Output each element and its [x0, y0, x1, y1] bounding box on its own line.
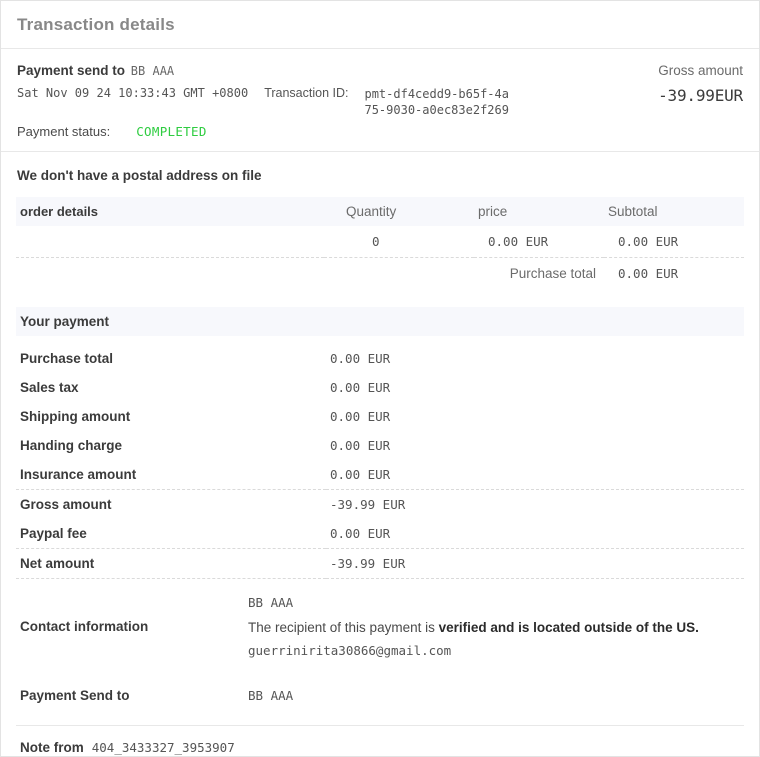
table-row — [16, 460, 744, 490]
table-row — [16, 490, 744, 520]
status-badge: COMPLETED — [136, 124, 207, 140]
table-row — [16, 431, 744, 460]
payment-send-to-summary — [17, 63, 743, 78]
recipient-verified-prefix: The recipient of this payment is — [248, 620, 439, 636]
payment-row-value: 0.00 EUR — [330, 409, 391, 425]
recipient-verified-text — [248, 620, 740, 635]
order-details-header-row — [16, 197, 744, 226]
gross-amount-block — [658, 63, 743, 105]
payee-name: BB AAA — [130, 64, 175, 78]
transaction-date: Sat Nov 09 24 10:33:43 GMT +0800 — [17, 86, 249, 100]
payment-send-to-row-label: Payment Send to — [20, 688, 130, 704]
payment-row-label: Purchase total — [20, 351, 114, 367]
payment-status-row — [17, 124, 743, 139]
payment-row-label: Insurance amount — [16, 460, 326, 490]
payment-row-label: Gross amount — [20, 497, 112, 513]
payment-row-label: Net amount — [16, 549, 326, 579]
section-divider — [16, 707, 744, 725]
payment-status-label: Payment status: — [17, 124, 111, 140]
payment-row-label: Shipping amount — [20, 409, 131, 425]
note-section — [1, 726, 759, 755]
contact-information-table — [16, 591, 744, 726]
column-header-price: price — [474, 197, 604, 226]
order-item-name — [16, 226, 324, 258]
table-row — [16, 549, 744, 579]
note-label: Note from — [20, 739, 84, 755]
spacer — [16, 662, 744, 684]
transaction-id-label: Transaction ID: — [264, 86, 349, 100]
payment-row-value: 0.00 EUR — [326, 519, 744, 549]
transaction-summary — [1, 49, 759, 152]
column-header-quantity: Quantity — [324, 197, 474, 226]
payment-row-label: Sales tax — [20, 380, 79, 396]
order-item-quantity: 0 — [324, 226, 474, 258]
table-row — [16, 226, 744, 258]
payment-send-to-label: Payment send to — [17, 63, 126, 78]
transaction-meta — [17, 86, 743, 118]
contact-information-row — [16, 591, 744, 662]
table-row — [16, 519, 744, 549]
gross-amount-value: -39.99EUR — [658, 86, 743, 105]
your-payment-table — [16, 344, 744, 579]
order-details-table — [16, 197, 744, 289]
your-payment-section-title: Your payment — [16, 307, 744, 336]
page-header — [1, 1, 759, 49]
column-header-subtotal: Subtotal — [604, 197, 744, 226]
table-row-purchase-total — [16, 258, 744, 290]
payment-row-label: Handing charge — [20, 438, 123, 454]
page-title: Transaction details — [17, 14, 175, 34]
gross-amount-label: Gross amount — [658, 63, 743, 78]
recipient-verified-emphasis: verified and is located outside of the US. — [438, 620, 699, 636]
postal-address-notice: We don't have a postal address on file — [17, 168, 262, 184]
payment-row-value: -39.99 EUR — [326, 549, 744, 579]
payment-row-value: 0.00 EUR — [330, 380, 391, 396]
payment-row-label: Paypal fee — [16, 519, 326, 549]
order-item-price: 0.00 EUR — [474, 226, 604, 258]
purchase-total-label: Purchase total — [509, 266, 596, 282]
column-header-order-details: order details — [16, 197, 324, 226]
payment-row-value: -39.99 EUR — [330, 497, 406, 513]
payment-send-to-row — [16, 684, 744, 707]
payment-send-to-row-value: BB AAA — [248, 688, 294, 704]
table-row — [16, 344, 744, 373]
purchase-total-value: 0.00 EUR — [618, 266, 679, 282]
note-value: 404_3433327_3953907 — [91, 739, 235, 755]
order-item-subtotal: 0.00 EUR — [604, 226, 744, 258]
payment-row-value: 0.00 EUR — [330, 438, 391, 454]
contact-email: guerrinirita30866@gmail.com — [248, 643, 452, 659]
table-row — [16, 402, 744, 431]
payment-row-value: 0.00 EUR — [330, 351, 391, 367]
contact-name: BB AAA — [248, 595, 294, 611]
contact-information-label: Contact information — [20, 619, 149, 635]
contact-information-details — [244, 591, 744, 662]
transaction-id-value: pmt-df4cedd9-b65f-4a75-9030-a0ec83e2f269 — [364, 87, 509, 118]
table-row — [16, 373, 744, 402]
payment-row-value: 0.00 EUR — [326, 460, 744, 490]
